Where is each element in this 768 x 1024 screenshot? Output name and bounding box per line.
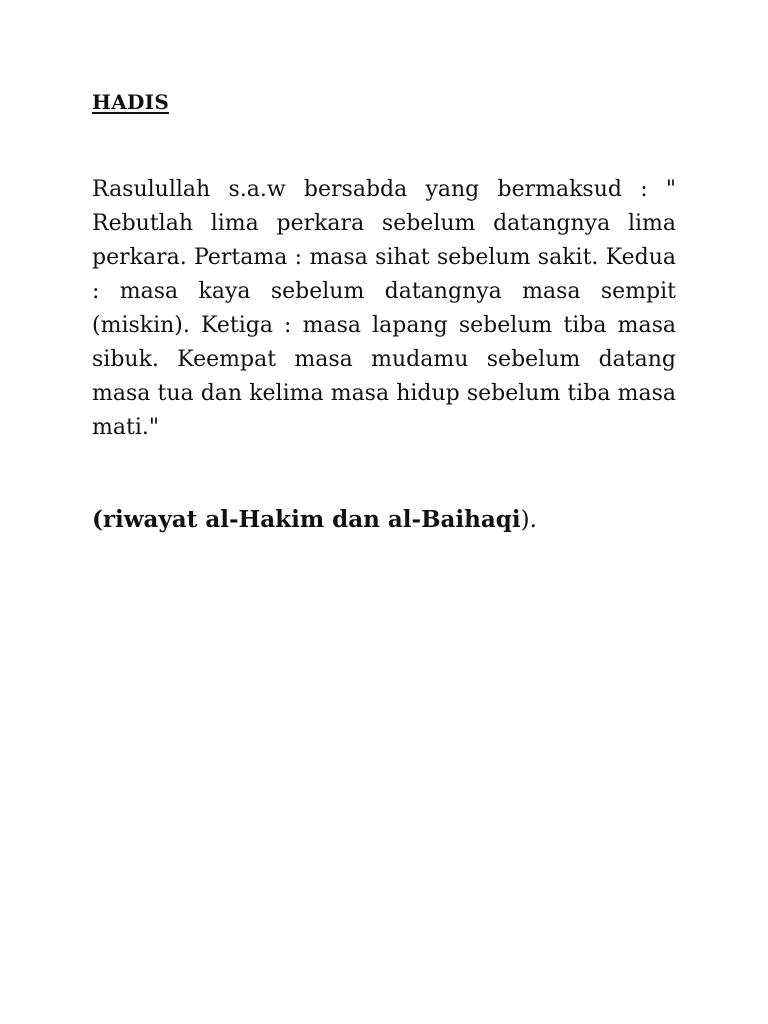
citation-open-paren: ( — [92, 506, 103, 533]
citation-source: riwayat al-Hakim dan al-Baihaqi — [102, 506, 521, 533]
hadith-heading: HADIS — [92, 90, 170, 114]
hadith-body-text: Rasulullah s.a.w bersabda yang bermaksud : " Rebutlah lima perkara sebelum datangnya lima perkara. Pertama : masa sihat sebelum sakit. Kedua : masa kaya sebelum datangnya masa sempit (miskin). Ketiga : masa lapang sebelum tiba masa sibuk. Keempat masa mudamu sebelum datang masa tua dan kelima masa hidup sebelum tiba masa mati." — [92, 177, 676, 440]
citation-close-paren: ). — [520, 507, 537, 533]
hadith-citation — [92, 502, 537, 538]
